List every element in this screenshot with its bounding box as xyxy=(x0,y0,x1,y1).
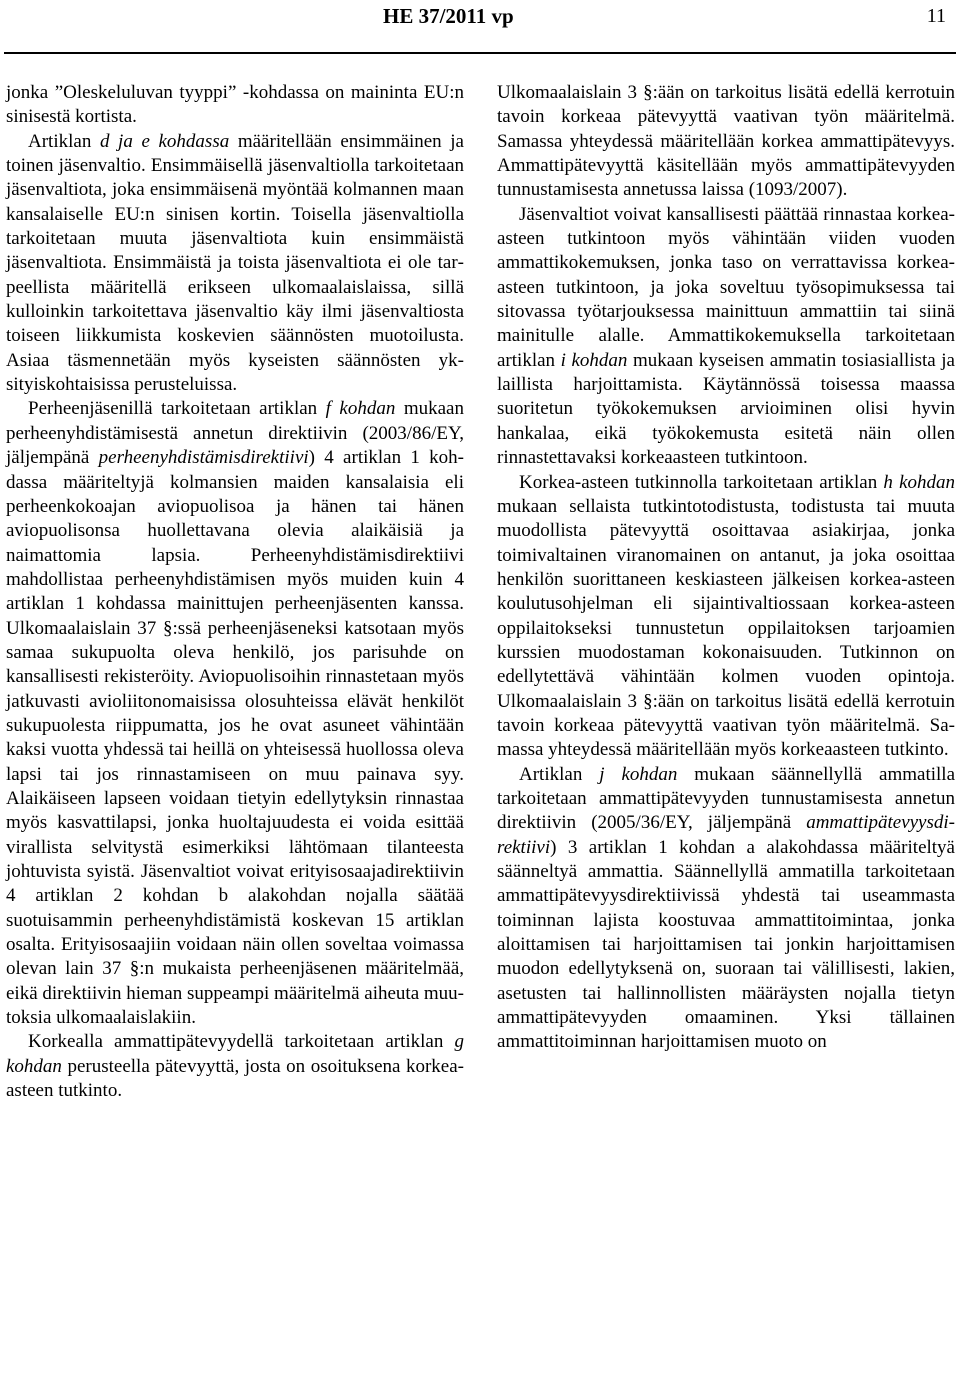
text-run: mukaan perheenyhdistämisestä annetun direktiivin (2003/86/EY, jäljempänä xyxy=(6,398,464,469)
page-number: 11 xyxy=(926,5,946,27)
italic-term: ammattipätevyysdirektiivi xyxy=(497,812,955,858)
left-paragraph-4 xyxy=(6,1030,464,1103)
right-paragraph-2 xyxy=(497,203,955,471)
left-paragraph-3 xyxy=(6,397,464,1030)
text-run: ) 4 artiklan 1 kohdassa määriteltyjä kolmansien maiden kansalaisia eli perheenkokoajan aviopuolisoa ja hänen tai hänen aviopuolisonsa huollettavana olevia alaikäisiä ja naimattomia lapsia. Perheenyhdistämisdirektiivi mahdollistaa perheenyhdistämisen myös muiden kuin 4 artiklan 1 kohdassa mainittujen perheenjäsenten kanssa. Ulkomaalaislain 37 §:ssä perheenjäseneksi katsotaan myös samaa sukupuolta oleva henkilö, jos parisuhde on kansallisesti rekisteröity. Aviopuolisoihin rinnastetaan myös jatkuvasti avioliitonomaisissa olosuhteissa elävät henkilöt sukupuolesta riippumatta, jos he ovat asuneet vähintään kaksi vuotta yhdessä tai heillä on yhteisessä huollossa oleva lapsi tai jos rinnastamiseen on muu painava syy. Alaikäiseen lapseen voidaan tietyin edellytyksin rinnastaa myös kasvattilapsi, jonka huoltajuudesta ei voida esittää virallista selvitystä esimerkiksi lähtömaan tilanteesta johtuvista syistä. Jäsenvaltiot voivat erityisosaajadirektiivin 4 artiklan 2 kohdan b alakohdan nojalla säätää suotuisammin perheenyhdistämistä koskevan 15 artiklan osalta. Erityisosaajiin voidaan näin ollen soveltaa voimassa olevan lain 37 §:n mukaista perheenjäsenen määritelmää, eikä direktiivin hieman suppeampi määritelmä aiheuta muutoksia ulkomaalaislakiin. xyxy=(6,447,464,1029)
text-run: Artiklan xyxy=(28,130,100,152)
italic-term: d ja e kohdassa xyxy=(99,130,230,152)
text-run: perusteella pätevyyttä, josta on osoituksena korkea-asteen tutkinto. xyxy=(6,1055,464,1102)
text-run: Jäsenvaltiot voivat kansallisesti päättää rinnastaa korkea-asteen tutkintoon myös vähintään viiden vuoden ammattikokemuksen, jonka taso on verrattavissa korkea-asteen tutkintoon, ja joka soveltuu työsopimuksessa tai sitovassa työtarjouksessa mainittuun ammattiin tai siinä mainitulle alalle. Ammattikokemuksella tarkoitetaan artiklan xyxy=(497,203,955,371)
left-column xyxy=(6,81,464,1103)
italic-term: g kohdan xyxy=(6,1031,464,1077)
text-run: mukaan säännellyllä ammatilla tarkoitetaan ammattipätevyyden tunnustamisesta annetun direktiivin (2005/36/EY, jäljempänä xyxy=(497,763,956,834)
header-rule xyxy=(4,52,956,54)
text-run: ) 3 artiklan 1 kohdan a alakohdassa määriteltyä säänneltyä ammattia. Säännellyllä ammatilla tarkoitetaan ammattipätevyysdirektiivissä yhdestä tai useammasta toiminnan lajista koostuvaa ammattitoimintaa, jonka aloittamisen tai harjoittamisen tai jonkin harjoittamisen muodon edellytyksenä on, suoraan tai välillisesti, lakien, asetusten tai hallinnollisten määräysten nojalla tietyn ammattipätevyyden omaaminen. Yksi tällainen ammattitoiminnan harjoittamisen muoto on xyxy=(497,836,955,1053)
italic-term: h kohdan xyxy=(883,471,956,493)
page-header xyxy=(0,0,960,56)
text-run: mukaan sellaista tutkintotodistusta, todistusta tai muuta muodollista pätevyyttä osoittavaa asiakirjaa, jonka toimivaltainen viranomainen on antanut, ja joka osoittaa henkilön suorittaneen keskiasteen jälkeisen korkea-asteen koulutusohjelman eli sijaintivaltiossaan korkea-asteen oppilaitokseksi tunnustetun oppilaitoksen tarjoamien kurssien muodostaman kokonaisuuden. Tutkinnon on edellytettävä vähintään kolmen vuoden opintoja. Ulkomaalaislain 3 §:ään on tarkoitus lisätä edellä kerrotuin tavoin korkeaa pätevyyttä vaativan työn määritelmä. Samassa yhteydessä määritellään myös korkeaasteen tutkinto. xyxy=(497,495,955,761)
document-id: HE 37/2011 vp xyxy=(383,4,514,28)
left-paragraph-1 xyxy=(6,81,464,130)
right-paragraph-3 xyxy=(497,471,955,763)
italic-term: j kohdan xyxy=(599,763,678,785)
italic-term: i kohdan xyxy=(560,349,628,371)
right-paragraph-4 xyxy=(497,763,955,1055)
text-run: Artiklan xyxy=(519,763,600,785)
text-run: Korkea-asteen tutkinnolla tarkoitetaan artiklan xyxy=(519,471,884,493)
italic-term: f kohdan xyxy=(325,398,396,420)
italic-term: perheenyhdistämisdirektiivi xyxy=(98,447,309,469)
text-run: jonka ”Oleskeluluvan tyyppi” -kohdassa on maininta EU:n sinisestä kortista. xyxy=(6,82,464,128)
text-run: Korkealla ammattipätevyydellä tarkoitetaan artiklan xyxy=(28,1031,455,1053)
text-run: Perheenjäsenillä tarkoitetaan artiklan xyxy=(28,398,326,420)
text-run: määritellään ensimmäinen ja toinen jäsenvaltio. Ensimmäisellä jäsenvaltiolla tarkoitetaan jäsenvaltiota, joka ensimmäisenä myöntää kolmannen maan kansalaiselle EU:n sinisen kortin. Toisella jäsenvaltiolla tarkoitetaan muuta jäsenvaltiota kuin ensimmäistä jäsenvaltiota. Ensimmäistä ja toista jäsenvaltiota ei ole tarpeellista määritellä erikseen ulkomaalaislaissa, sillä kulloinkin tarkoitettava jäsenvaltio käy ilmi jäsenvaltiosta toiseen liikkumista koskevien säännösten muotoilusta. Asiaa täsmennetään myös kyseisten säännösten yksityiskohtaisissa perusteluissa. xyxy=(6,130,464,396)
text-run: mukaan kyseisen ammatin tosiasiallista ja laillista harjoittamista. Käytännössä toisessa maassa suoritetun työkokemuksen arvioiminen olisi hyvin hankalaa, eikä työkokemusta esitetä näin ollen rinnastettavaksi korkeaasteen tutkintoon. xyxy=(497,349,955,469)
left-paragraph-2 xyxy=(6,130,464,398)
right-column xyxy=(497,81,955,1055)
text-run: Ulkomaalaislain 3 §:ään on tarkoitus lisätä edellä kerrotuin tavoin korkeaa pätevyyttä vaativan työn määritelmä. Samassa yhteydessä määritellään korkea ammattipätevyys. Ammattipätevyyttä käsitellään myös ammattipätevyyden tunnustamisesta annetussa laissa (1093/2007). xyxy=(497,82,955,201)
right-paragraph-1 xyxy=(497,81,955,203)
